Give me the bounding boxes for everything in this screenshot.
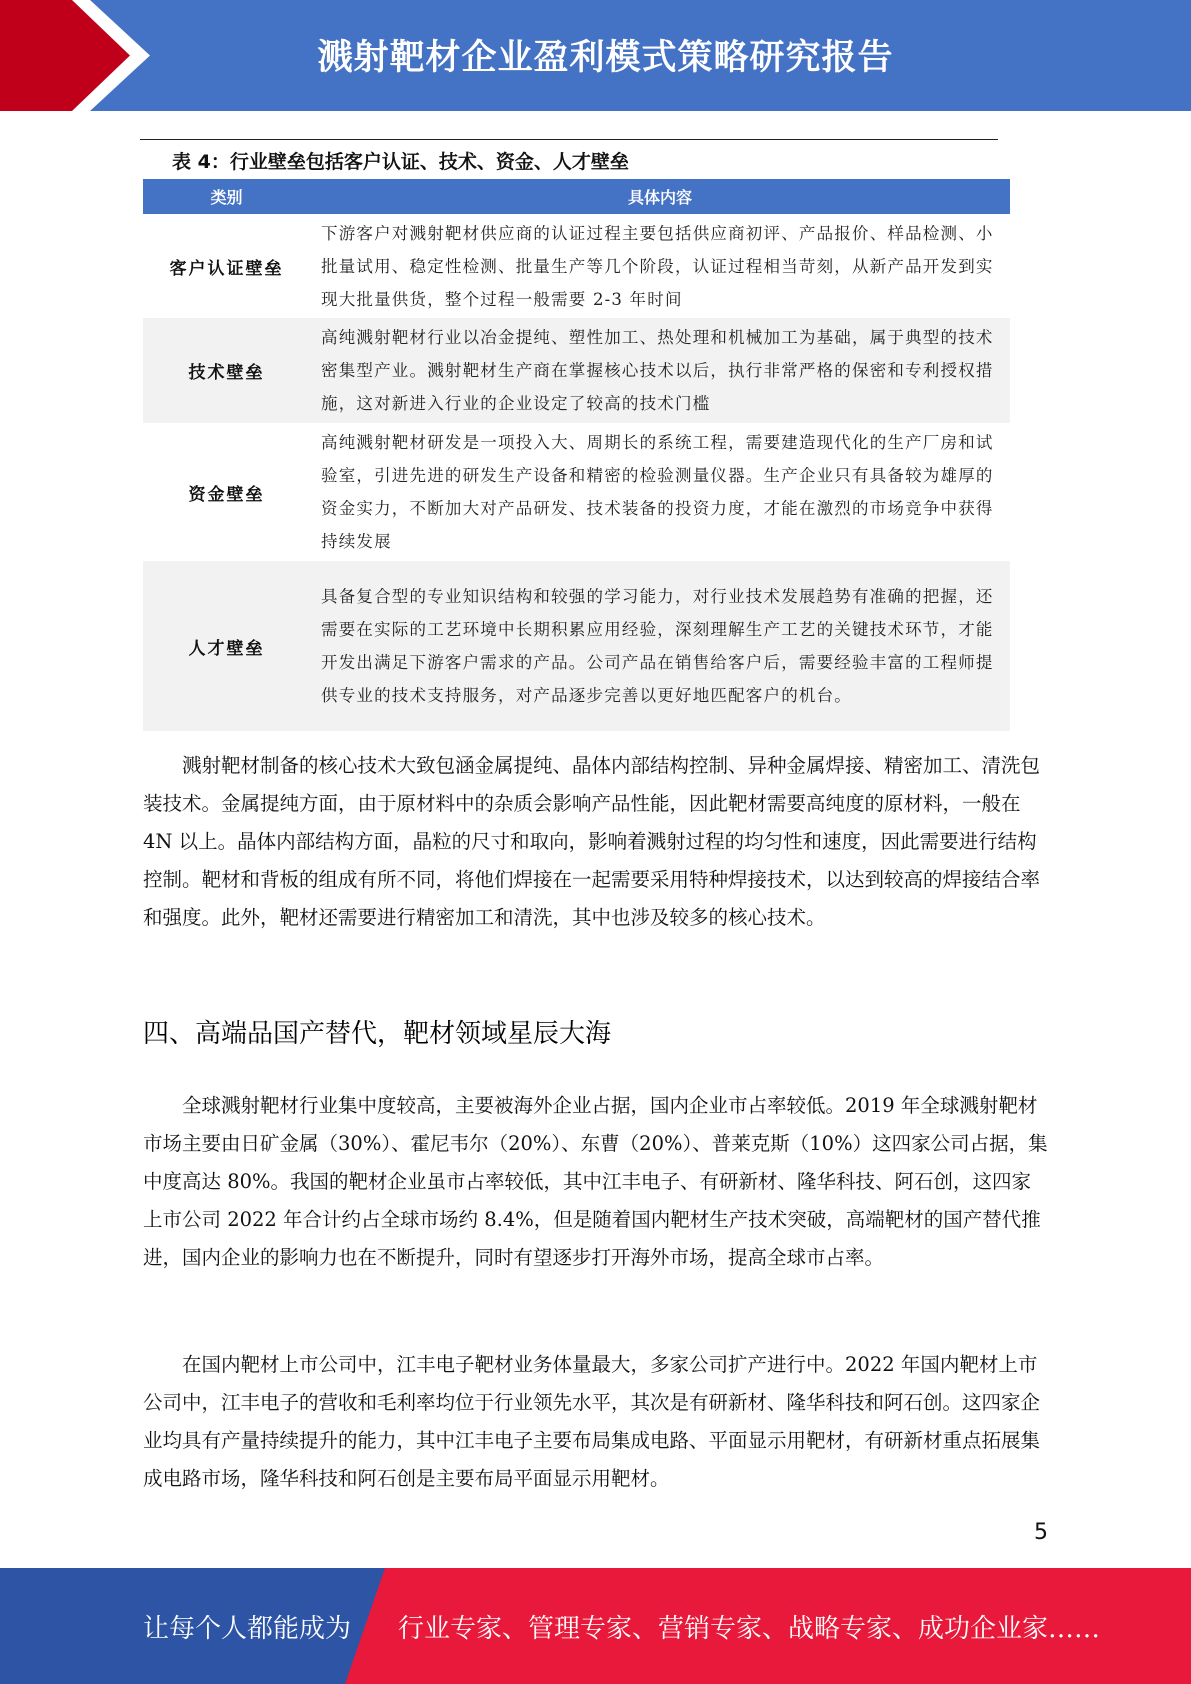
row-category: 人才壁垒	[143, 561, 310, 731]
row-content: 下游客户对溅射靶材供应商的认证过程主要包括供应商初评、产品报价、样品检测、小批量试用、稳定性检测、批量生产等几个阶段，认证过程相当苛刻，从新产品开发到实现大批量供货，整个过程一般需要 2-3 年时间	[321, 223, 994, 309]
table-row	[143, 214, 1010, 318]
barrier-table	[143, 179, 1010, 731]
row-content: 高纯溅射靶材研发是一项投入大、周期长的系统工程，需要建造现代化的生产厂房和试验室，引进先进的研发生产设备和精密的检验测量仪器。生产企业只有具备较为雄厚的资金实力，不断加大对产品研发、技术装备的投资力度，才能在激烈的市场竞争中获得持续发展	[321, 433, 994, 551]
table-top-rule	[140, 139, 998, 140]
column-header-content: 具体内容	[310, 179, 1010, 214]
table-row	[143, 318, 1010, 423]
table-row	[143, 423, 1010, 561]
row-category: 技术壁垒	[143, 318, 310, 423]
row-content: 具备复合型的专业知识结构和较强的学习能力，对行业技术发展趋势有准确的把握，还需要在实际的工艺环境中长期积累应用经验，深刻理解生产工艺的关键技术环节，才能开发出满足下游客户需求的产品。公司产品在销售给客户后，需要经验丰富的工程师提供专业的技术支持服务，对产品逐步完善以更好地匹配客户的机台。	[310, 561, 1010, 731]
body-paragraph-core-tech: 溅射靶材制备的核心技术大致包涵金属提纯、晶体内部结构控制、异种金属焊接、精密加工、清洗包装技术。金属提纯方面，由于原材料中的杂质会影响产品性能，因此靶材需要高纯度的原材料，一般在 4N 以上。晶体内部结构方面，晶粒的尺寸和取向，影响着溅射过程的均匀性和速度，因此需要进行结构控制。靶材和背板的组成有所不同，将他们焊接在一起需要采用特种焊接技术，以达到较高的焊接结合率和强度。此外，靶材还需要进行精密加工和清洗，其中也涉及较多的核心技术。	[143, 754, 1041, 929]
section-heading: 四、高端品国产替代，靶材领域星辰大海	[143, 1019, 612, 1049]
table-caption: 表 4：行业壁垒包括客户认证、技术、资金、人才壁垒	[172, 151, 629, 173]
barrier-table-figure	[140, 139, 1010, 731]
row-category: 资金壁垒	[188, 484, 265, 505]
report-title: 溅射靶材企业盈利模式策略研究报告	[317, 38, 894, 78]
row-content: 高纯溅射靶材行业以冶金提纯、塑性加工、热处理和机械加工为基础，属于典型的技术密集型产业。溅射靶材生产商在掌握核心技术以后，执行非常严格的保密和专利授权措施，这对新进入行业的企业设定了较高的技术门槛	[310, 318, 1010, 423]
table-header-row	[143, 179, 1010, 214]
table-row	[143, 561, 1010, 731]
body-paragraph-domestic: 在国内靶材上市公司中，江丰电子靶材业务体量最大，多家公司扩产进行中。2022 年国内靶材上市公司中，江丰电子的营收和毛利率均位于行业领先水平，其次是有研新材、隆华科技和阿石创。这四家企业均具有产量持续提升的能力，其中江丰电子主要布局集成电路、平面显示用靶材，有研新材重点拓展集成电路市场，隆华科技和阿石创是主要布局平面显示用靶材。	[143, 1353, 1041, 1490]
footer-slogan-left: 让每个人都能成为	[143, 1614, 352, 1644]
column-header-category: 类别	[143, 179, 310, 214]
row-category: 客户认证壁垒	[169, 258, 284, 279]
body-paragraph-market: 全球溅射靶材行业集中度较高，主要被海外企业占据，国内企业市占率较低。2019 年全球溅射靶材市场主要由日矿金属（30%）、霍尼韦尔（20%）、东曹（20%）、普莱克斯（10%）这四家公司占据，集中度高达 80%。我国的靶材企业虽市占率较低，其中江丰电子、有研新材、隆华科技、阿石创，这四家上市公司 2022 年合计约占全球市场约 8.4%，但是随着国内靶材生产技术突破，高端靶材的国产替代推进，国内企业的影响力也在不断提升，同时有望逐步打开海外市场，提高全球市占率。	[143, 1094, 1048, 1269]
page-footer	[0, 1568, 1191, 1684]
page-header	[0, 0, 1191, 111]
footer-slogan-right: 行业专家、管理专家、营销专家、战略专家、成功企业家……	[398, 1614, 1101, 1644]
page-number: 5	[1034, 1520, 1048, 1545]
